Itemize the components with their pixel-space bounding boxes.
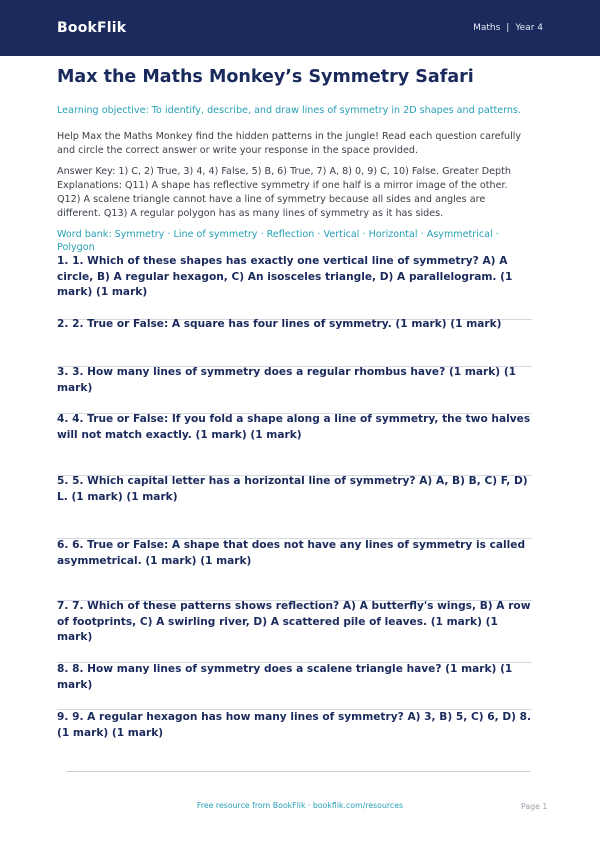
question-text: 2. 2. True or False: A square has four lines of symmetry. (1 mark) (1 mark) (57, 318, 502, 330)
meta-separator: | (506, 23, 510, 33)
answer-key: Answer Key: 1) C, 2) True, 3) 4, 4) False, 5) B, 6) True, 7) A, 8) 0, 9) C, 10) False. Greater Depth Explanations: Q11) A shape has reflective symmetry if one half is a mirror image of the other. Q12) A scalene triangle cannot have a line of symmetry because all sides and angles are different. Q13) A regular polygon has as many lines of symmetry as it has sides. (57, 166, 511, 219)
learning-objective: Learning objective: To identify, describe, and draw lines of symmetry in 2D shapes and patterns. (57, 105, 522, 116)
question-3 (57, 365, 532, 396)
question-text: 9. 9. A regular hexagon has how many lines of symmetry? A) 3, B) 5, C) 6, D) 8. (1 mark) (1 mark) (57, 711, 532, 739)
page-title: Max the Maths Monkey’s Symmetry Safari (57, 67, 474, 87)
page-header (0, 0, 600, 56)
question-4 (57, 412, 532, 443)
year-label: Year 4 (515, 23, 543, 33)
footer-divider (67, 771, 530, 772)
question-text: 4. 4. True or False: If you fold a shape along a line of symmetry, the two halves will not match exactly. (1 mark) (1 mark) (57, 413, 531, 441)
word-bank: Word bank: Symmetry · Line of symmetry · Reflection · Vertical · Horizontal · Asymmetrical · Polygon (57, 229, 499, 253)
question-6 (57, 538, 532, 569)
question-1 (57, 254, 532, 301)
question-text: 5. 5. Which capital letter has a horizontal line of symmetry? A) A, B) B, C) F, D) L. (1 mark) (1 mark) (57, 475, 528, 503)
question-2 (57, 317, 532, 333)
question-text: 7. 7. Which of these patterns shows reflection? A) A butterfly's wings, B) A row of footprints, C) A swirling river, D) A scattered pile of leaves. (1 mark) (1 mark) (57, 600, 531, 643)
brand-logo[interactable]: BookFlik (57, 20, 127, 36)
question-text: 8. 8. How many lines of symmetry does a scalene triangle have? (1 mark) (1 mark) (57, 663, 513, 691)
footer-link[interactable]: Free resource from BookFlik · bookflik.com/resources (196, 801, 404, 810)
subject-label: Maths (473, 23, 501, 33)
question-5 (57, 474, 532, 505)
worksheet-intro (57, 66, 532, 254)
question-8 (57, 662, 532, 693)
question-text: 3. 3. How many lines of symmetry does a regular rhombus have? (1 mark) (1 mark) (57, 366, 517, 394)
subject-meta (473, 23, 543, 33)
question-text: 1. 1. Which of these shapes has exactly one vertical line of symmetry? A) A circle, B) A regular hexagon, C) An isosceles triangle, D) A parallelogram. (1 mark) (1 mark) (57, 255, 513, 298)
question-7 (57, 599, 532, 646)
question-9 (57, 710, 532, 741)
page-number: Page 1 (521, 802, 548, 811)
intro-text: Help Max the Maths Monkey find the hidden patterns in the jungle! Read each question carefully and circle the correct answer or write your response in the space provided. (57, 131, 522, 156)
question-text: 6. 6. True or False: A shape that does not have any lines of symmetry is called asymmetrical. (1 mark) (1 mark) (57, 539, 526, 567)
